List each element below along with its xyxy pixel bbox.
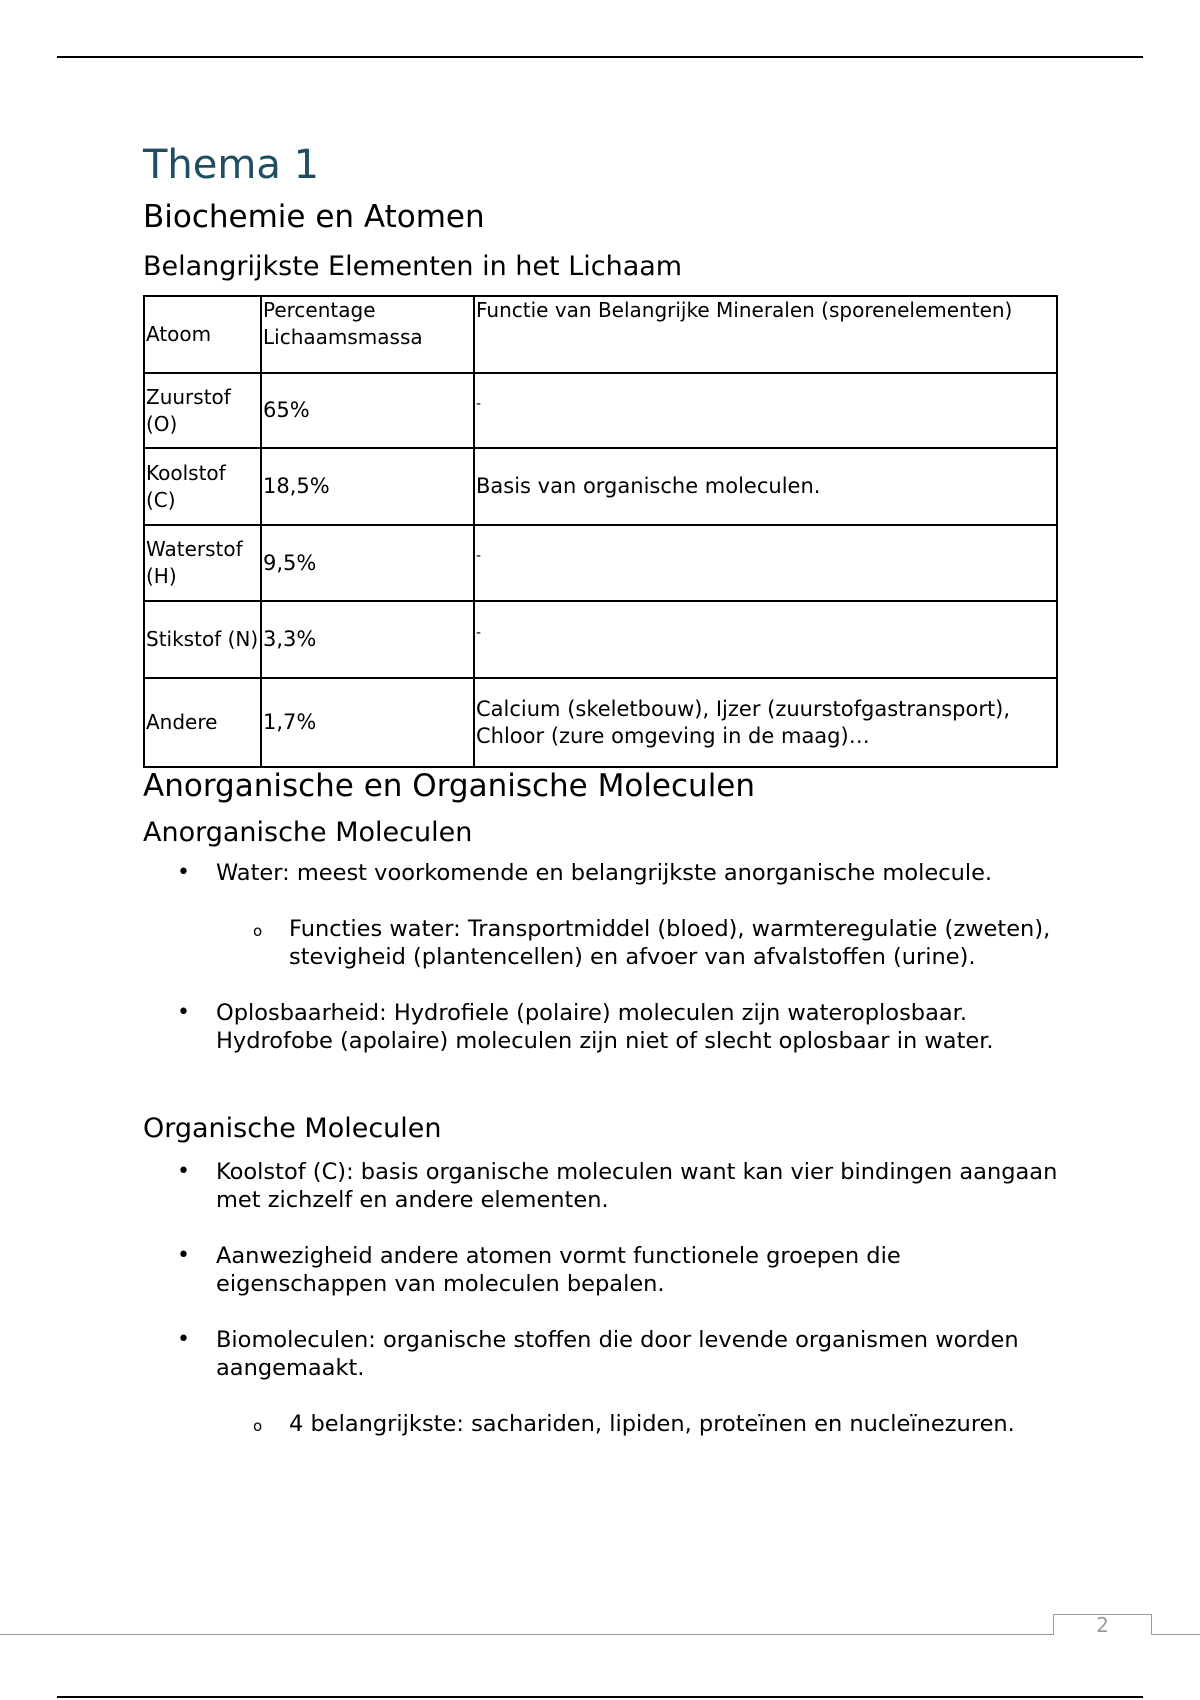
list-item <box>143 1158 1058 1214</box>
list-item-text: Aanwezigheid andere atomen vormt functionele groepen die eigenschappen van moleculen bepalen. <box>216 1243 901 1297</box>
function-cell <box>474 525 1057 601</box>
subheading-organische: Organische Moleculen <box>143 1113 442 1144</box>
sub-bullet-icon: o <box>253 1417 263 1435</box>
atom-cell: Stikstof (N) <box>144 601 261 678</box>
header-cell-functie: Functie van Belangrijke Mineralen (sporenelementen) <box>474 296 1057 373</box>
atom-cell: Andere <box>144 678 261 767</box>
list-item-text: Biomoleculen: organische stoffen die door levende organismen worden aangemaakt. <box>216 1327 1019 1381</box>
percentage-cell: 9,5% <box>261 525 474 601</box>
atom-cell: Koolstof (C) <box>144 448 261 525</box>
header-cell-percentage: Percentage Lichaamsmassa <box>261 296 474 373</box>
bullet-icon: • <box>177 1000 190 1025</box>
sub-list <box>216 915 1058 971</box>
table-row <box>144 448 1057 525</box>
subheading-anorganische: Anorganische Moleculen <box>143 817 473 848</box>
sub-list-item-text: 4 belangrijkste: sachariden, lipiden, proteïnen en nucleïnezuren. <box>289 1411 1015 1437</box>
sub-bullet-icon: o <box>253 922 263 940</box>
table-row <box>144 525 1057 601</box>
page-title: Thema 1 <box>143 142 320 188</box>
function-text: - <box>476 548 482 564</box>
percentage-cell: 18,5% <box>261 448 474 525</box>
percentage-cell: 65% <box>261 373 474 448</box>
list-item <box>143 859 1058 971</box>
list-item <box>143 999 1058 1055</box>
bullet-icon: • <box>177 1243 190 1268</box>
table-row <box>144 678 1057 767</box>
function-cell: Basis van organische moleculen. <box>474 448 1057 525</box>
atom-cell: Waterstof (H) <box>144 525 261 601</box>
organische-list <box>143 1158 1058 1466</box>
list-item-text: Water: meest voorkomende en belangrijkste anorganische molecule. <box>216 860 993 886</box>
bullet-icon: • <box>177 1327 190 1352</box>
footer-rule <box>0 1634 1200 1635</box>
list-item-text: Koolstof (C): basis organische moleculen want kan vier bindingen aangaan met zichzelf en andere elementen. <box>216 1159 1058 1213</box>
header-rule <box>57 56 1143 58</box>
list-item <box>143 1242 1058 1298</box>
list-item <box>143 1326 1058 1438</box>
bottom-rule <box>57 1696 1143 1698</box>
table-header-row <box>144 296 1057 373</box>
page-number: 2 <box>1053 1614 1152 1635</box>
function-text: - <box>476 624 482 641</box>
sub-list-item-text: Functies water: Transportmiddel (bloed), warmteregulatie (zweten), stevigheid (plantencellen) en afvoer van afvalstoffen (urine). <box>289 916 1051 970</box>
header-cell-atoom: Atoom <box>144 296 261 373</box>
elements-table <box>143 295 1058 768</box>
function-cell: Calcium (skeletbouw), Ijzer (zuurstofgastransport), Chloor (zure omgeving in de maag)… <box>474 678 1057 767</box>
table-row <box>144 373 1057 448</box>
atom-cell: Zuurstof (O) <box>144 373 261 448</box>
function-text: - <box>476 395 482 412</box>
section-heading-biochemie: Biochemie en Atomen <box>143 199 485 235</box>
percentage-cell: 3,3% <box>261 601 474 678</box>
section-heading-moleculen: Anorganische en Organische Moleculen <box>143 768 756 804</box>
percentage-cell: 1,7% <box>261 678 474 767</box>
bullet-icon: • <box>177 1159 190 1184</box>
list-item-text: Oplosbaarheid: Hydrofiele (polaire) moleculen zijn wateroplosbaar. Hydrofobe (apolaire) moleculen zijn niet of slecht oplosbaar in water. <box>216 1000 994 1054</box>
function-cell <box>474 601 1057 678</box>
table-row <box>144 601 1057 678</box>
bullet-icon: • <box>177 860 190 885</box>
sub-list <box>216 1410 1058 1438</box>
function-cell <box>474 373 1057 448</box>
table-heading: Belangrijkste Elementen in het Lichaam <box>143 251 683 282</box>
anorganische-list <box>143 859 1058 1083</box>
